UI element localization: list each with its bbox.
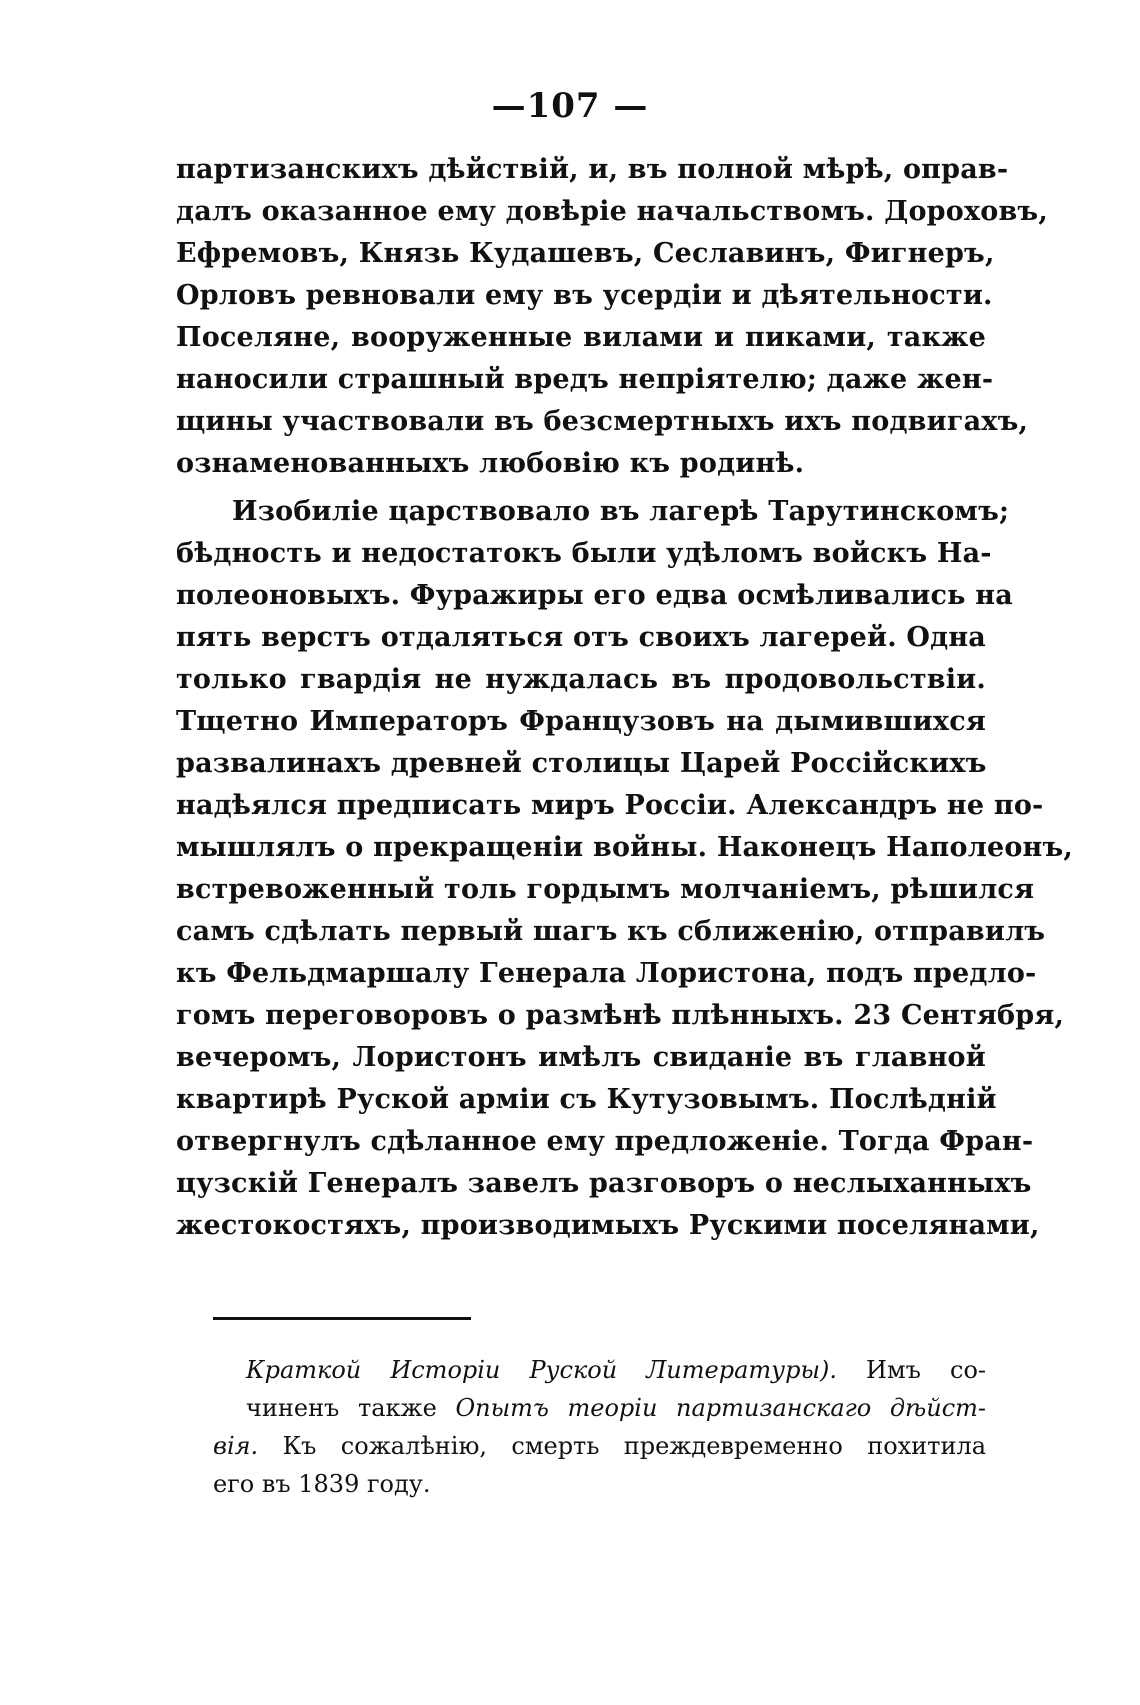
text-line: встревоженный толь гордымъ молчаніемъ, рѣшился — [176, 874, 1035, 905]
text-line: далъ оказанное ему довѣріе начальствомъ. Дороховъ, — [176, 196, 1048, 227]
footnote-italic-text: Опытъ теоріи партизанскаго дѣйст- — [455, 1394, 986, 1422]
footnote-text: Имъ со- — [836, 1356, 986, 1384]
text-line: полеоновыхъ. Фуражиры его едва осмѣливались на — [176, 580, 1013, 611]
text-line: Поселяне, вооруженные вилами и пиками, также — [176, 322, 986, 353]
text-line: ознаменованныхъ любовію къ родинѣ. — [176, 448, 805, 479]
text-line: бѣдность и недостатокъ были удѣломъ войскъ На- — [176, 538, 992, 569]
text-line: жестокостяхъ, производимыхъ Рускими поселянами, — [176, 1210, 1040, 1241]
text-line: цузскій Генералъ завелъ разговоръ о неслыханныхъ — [176, 1168, 1032, 1199]
text-line: пять верстъ отдаляться отъ своихъ лагерей. Одна — [176, 622, 986, 653]
text-line: Ефремовъ, Князь Кудашевъ, Сеславинъ, Фигнеръ, — [176, 238, 995, 269]
text-line: Орловъ ревновали ему въ усердіи и дѣятельности. — [176, 280, 993, 311]
footnote-italic-text: вія. — [213, 1432, 259, 1460]
text-line: наносили страшный вредъ непріятелю; даже жен- — [176, 364, 994, 395]
text-line: Тщетно Императоръ Французовъ на дымившихся — [176, 706, 986, 737]
footnote-line — [213, 1428, 986, 1464]
text-line: самъ сдѣлать первый шагъ къ сближенію, отправилъ — [176, 916, 1046, 947]
text-line: квартирѣ Руской арміи съ Кутузовымъ. Послѣдній — [176, 1084, 997, 1115]
text-line: надѣялся предписать миръ Россіи. Александръ не по- — [176, 790, 1044, 821]
footnote-italic-text: Краткой Исторіи Руской Литературы). — [246, 1356, 837, 1384]
text-line: вечеромъ, Лористонъ имѣлъ свиданіе въ главной — [176, 1042, 986, 1073]
page-number: —107 — — [491, 86, 649, 126]
text-line: гомъ переговоровъ о размѣнѣ плѣнныхъ. 23 Сентября, — [176, 1000, 1065, 1031]
text-line: отвергнулъ сдѣланное ему предложеніе. Тогда Фран- — [176, 1126, 1034, 1157]
footnote-rule — [213, 1317, 471, 1320]
text-line: партизанскихъ дѣйствій, и, въ полной мѣрѣ, оправ- — [176, 154, 1009, 185]
footnote-text: Къ сожалѣнію, смерть преждевременно похитила — [258, 1432, 986, 1460]
text-line: щины участвовали въ безсмертныхъ ихъ подвигахъ, — [176, 406, 1029, 437]
text-line: развалинахъ древней столицы Царей Россійскихъ — [176, 748, 987, 779]
footnote-text: чиненъ также — [246, 1394, 456, 1422]
text-line: къ Фельдмаршалу Генерала Лористона, подъ предло- — [176, 958, 1037, 989]
text-line: Изобиліе царствовало въ лагерѣ Тарутинскомъ; — [232, 496, 1010, 527]
footnote-line — [246, 1390, 986, 1426]
footnote-line — [246, 1352, 986, 1388]
text-line: мышлялъ о прекращеніи войны. Наконецъ Наполеонъ, — [176, 832, 1074, 863]
footnote-line: его въ 1839 году. — [213, 1470, 431, 1498]
text-line: только гвардія не нуждалась въ продовольствіи. — [176, 664, 986, 695]
